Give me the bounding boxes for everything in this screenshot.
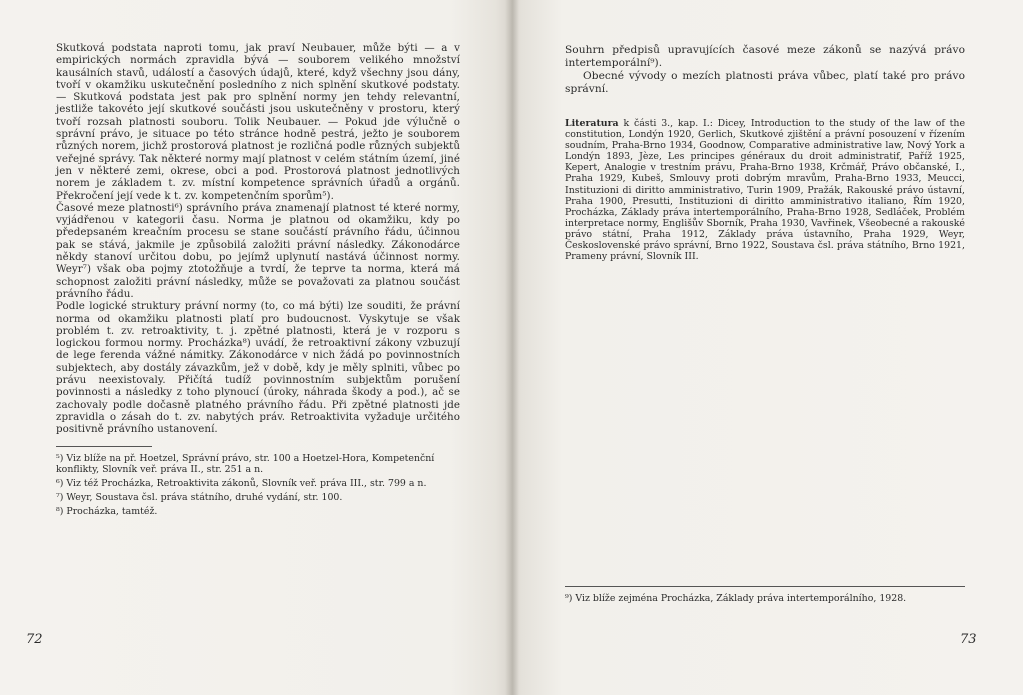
footnote-6: ⁶) Viz též Procházka, Retroaktivita zákonů, Slovník veř. práva III., str. 799 a n. <box>56 477 427 489</box>
right-page-body <box>565 44 965 96</box>
paragraph-skutkova-podstata: Skutková podstata naproti tomu, jak praví Neubauer, může býti — a v empirických normách zpravidla bývá — souborem velikého množství kausálních stavů, událostí a časových údajů, které, když všechny jsou dány, tvoří v okamžiku uskutečnění posledního z nich splnění skutkové podstaty. — Skutková podstata jest pak pro splnění normy jen tehdy relevantní, jestliže takovéto její skutkové součásti jsou uskutečněny v prostoru, který tvoří rozsah platnosti souboru. Tolik Neubauer. — Pokud jde výlučně o správní právo, je situace po této stránce hodně pestrá, ježto je souborem různých norem, jichž prostorová platnost je rozličná podle různých subjektů veřejné správy. Tak některé normy mají platnost v celém státním území, jiné jen v některé zemi, okrese, obci a pod. Prostorová platnost jednotlivých norem je základem t. zv. místní kompetence správních úřadů a orgánů. Překročení její vede k t. zv. kompetenčním sporům⁵). <box>56 42 460 202</box>
paragraph-souhrn-predpisu: Souhrn předpisů upravujících časové meze zákonů se nazývá právo intertemporální⁹). <box>565 44 965 69</box>
footnote-9: ⁹) Viz blíže zejména Procházka, Základy práva intertemporálního, 1928. <box>565 593 907 604</box>
right-page-footnotes <box>565 580 965 607</box>
literature-section <box>565 118 965 262</box>
right-footnote-list <box>565 593 965 604</box>
footnote-8: ⁸) Procházka, tamtéž. <box>56 506 158 518</box>
literature-entry <box>565 118 965 262</box>
right-page-column <box>565 44 965 262</box>
footnote-5: ⁵) Viz blíže na př. Hoetzel, Správní právo, str. 100 a Hoetzel-Hora, Kompetenční konflikty, Slovník veř. práva II., str. 251 a n. <box>56 452 435 475</box>
footnote-7: ⁷) Weyr, Soustava čsl. práva státního, druhé vydání, str. 100. <box>56 492 343 504</box>
paragraph-obecne-vyvody: Obecné vývody o mezích platnosti práva vůbec, platí také pro právo správní. <box>565 70 965 95</box>
footnote-divider <box>56 446 152 447</box>
page-number-right: 73 <box>960 632 977 647</box>
left-page <box>0 0 511 695</box>
literature-label: Literatura <box>565 118 619 129</box>
left-page-footnotes <box>56 453 460 518</box>
left-page-body <box>56 42 460 436</box>
left-page-column <box>56 42 460 521</box>
footnote-divider-right <box>565 586 965 587</box>
paragraph-casove-meze: Časové meze platnosti⁶) správního práva znamenají platnost té které normy, vyjádřenou v kategorii času. Norma je platnou od okamžiku, kdy po předepsaném kreačním procesu se stane součástí právního řádu, účinnou pak se stává, jakmile je způsobilá založiti právní následky. Zákonodárce někdy stanoví určitou dobu, po jejímž uplynutí nastává účinnost normy. Weyr⁷) však oba pojmy ztotožňuje a tvrdí, že teprve ta norma, která má schopnost založiti právní následky, může se považovati za platnou součást právního řádu. <box>56 201 460 300</box>
page-number-left: 72 <box>26 632 43 647</box>
literature-text: k části 3., kap. I.: Dicey, Introduction to the study of the law of the constitution, Londýn 1920, Gerlich, Skutkové zjištění a právní posouzení v řízením soudním, Praha-Brno 1934, Goodnow, Comparative administrative law, Nový York a Londýn 1893, Jèze, Les principes généraux du droit administratif, Paříž 1925, Kepert, Analogie v trestním právu, Praha-Brno 1938, Krčmář, Právo občanské, I., Praha 1929, Kubeš, Smlouvy proti dobrým mravům, Praha-Brno 1933, Meucci, Instituzioni di diritto amministrativo, Turin 1909, Pražák, Rakouské právo ústavní, Praha 1900, Presutti, Instituzioni di diritto amministrativo italiano, Řím 1920, Procházka, Základy práva intertemporálního, Praha-Brno 1928, Sedláček, Problém interpretace normy, Englišův Sborník, Praha 1930, Vavřinek, Všeobecné a rakouské právo státní, Praha 1912, Základy práva ústavního, Praha 1929, Weyr, Československé právo správní, Brno 1922, Soustava čsl. práva státního, Brno 1921, Prameny právní, Slovník III. <box>565 118 965 263</box>
paragraph-retroaktivita: Podle logické struktury právní normy (to, co má býti) lze souditi, že právní norma od okamžiku platnosti platí pro budoucnost. Vyskytuje se však problém t. zv. retroaktivity, t. j. zpětné platnosti, která je v rozporu s logickou formou normy. Procházka⁸) uvádí, že retroaktivní zákony vzbuzují de lege ferenda vážné námitky. Zákonodárce v nich žádá po povinnostních subjektech, aby dostály závazkům, jež v době, kdy je měly splniti, vůbec po právu neexistovaly. Přičítá tudíž povinnostním subjektům porušení povinnosti a následky z toho plynoucí (úroky, náhrada škody a pod.), ač se zachovaly podle dočasně platného právního řádu. Při zpětné platnosti jde zpravidla o zásah do t. zv. nabytých práv. Retroaktivita vyžaduje určitého positivně právního ustanovení. <box>56 300 460 436</box>
